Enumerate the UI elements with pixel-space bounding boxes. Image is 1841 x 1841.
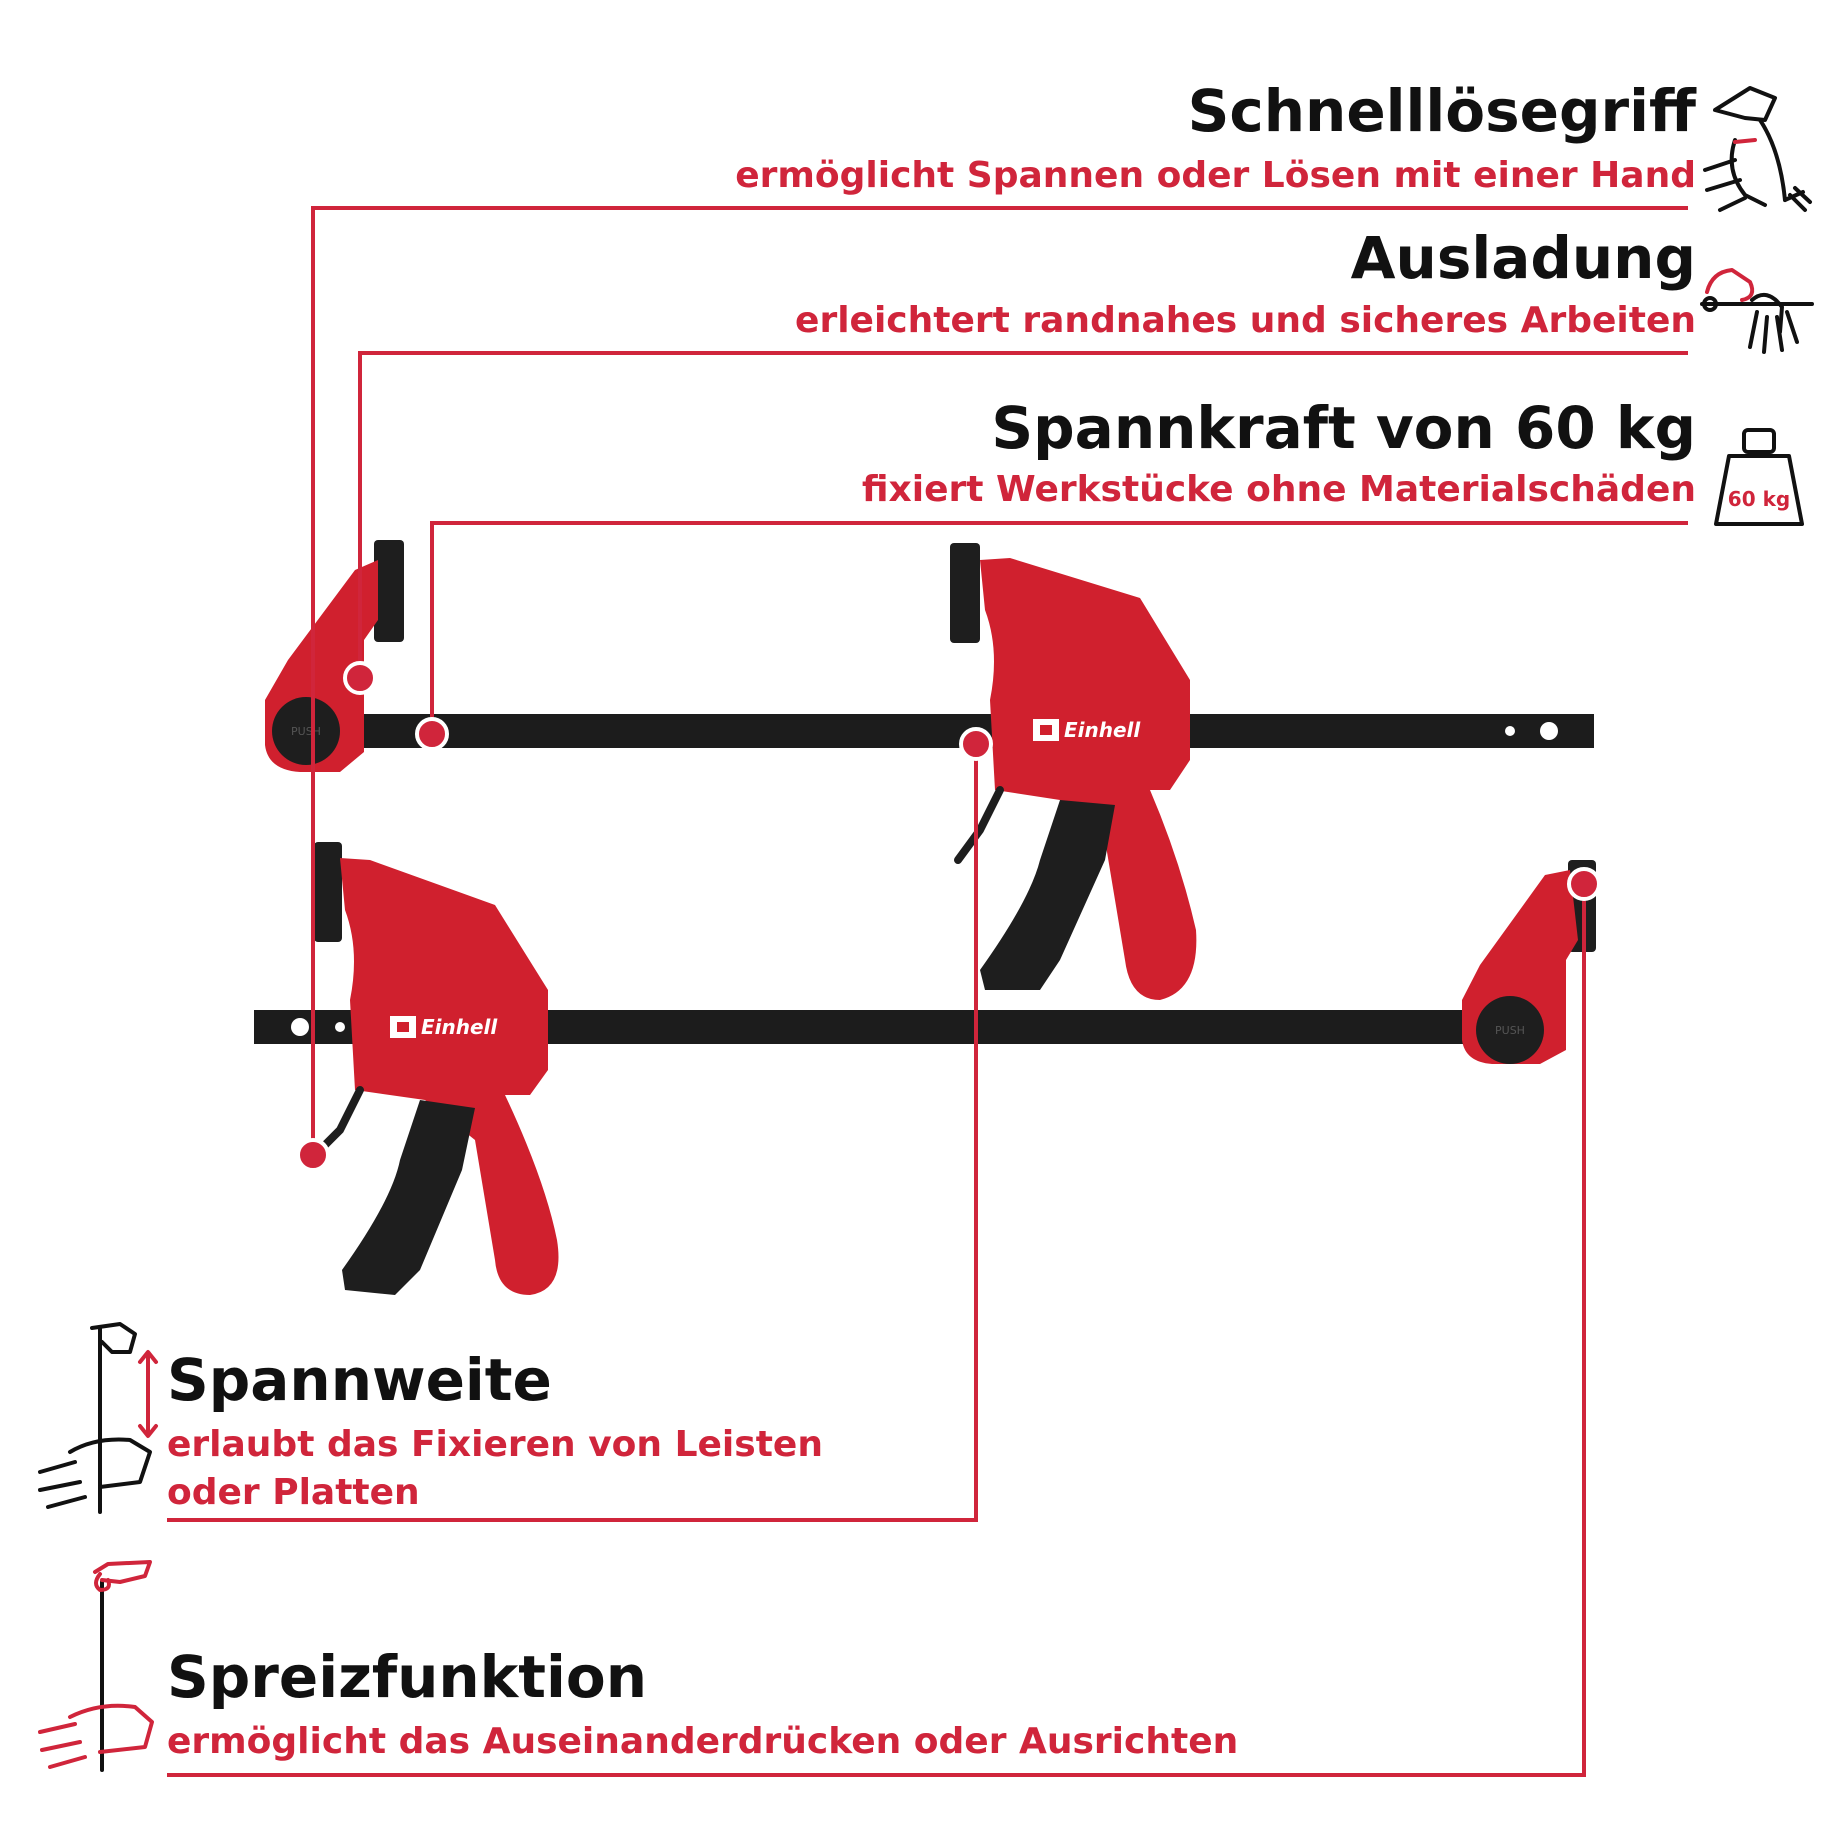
feature-subtitle: fixiert Werkstücke ohne Materialschäden [861,469,1696,510]
feature-subtitle: oder Platten [167,1472,420,1513]
brand-logo-notch [1040,725,1052,735]
hand-clamp-edge-icon [1702,270,1812,352]
bar-hole [1505,726,1515,736]
clamp-span-icon [40,1324,156,1512]
fixed-jaw-pad [374,540,404,642]
moving-jaw-pad [950,543,980,643]
push-label: PUSH [1495,1024,1525,1037]
feature-title: Spannweite [167,1346,552,1414]
callout-dot [1569,869,1599,899]
callout-dot [961,729,991,759]
feature-subtitle: erleichtert randnahes und sicheres Arbeiten [795,300,1696,341]
brand-logo-notch [397,1022,409,1032]
feature-title: Ausladung [1350,224,1696,292]
feature-title: Schnelllösegriff [1187,77,1696,145]
trigger[interactable] [980,800,1115,990]
bar-hole [335,1022,345,1032]
clamp-top-bar [300,714,1594,748]
callout-dot [298,1140,328,1170]
clamp-bottom [254,842,1596,1295]
brand-logo: Einhell [421,1015,498,1039]
brand-logo: Einhell [1064,718,1141,742]
callout-dot [417,719,447,749]
release-lever[interactable] [958,790,1000,860]
weight-icon [1716,430,1802,524]
weight-label: 60 kg [1727,487,1791,511]
feature-title: Spannkraft von 60 kg [991,394,1696,462]
trigger[interactable] [342,1100,475,1295]
clamp-spread-icon [40,1562,152,1770]
push-label: PUSH [291,725,321,738]
moving-jaw-pad [314,842,342,942]
bar-hole [291,1018,309,1036]
release-lever[interactable] [320,1090,360,1150]
callout-dot [345,663,375,693]
feature-subtitle: erlaubt das Fixieren von Leisten [167,1424,823,1465]
bar-hole [1540,722,1558,740]
feature-title: Spreizfunktion [167,1643,648,1711]
hand-grip-icon [1705,88,1810,210]
feature-subtitle: ermöglicht Spannen oder Lösen mit einer Hand [735,155,1696,196]
feature-subtitle: ermöglicht das Auseinanderdrücken oder Ausrichten [167,1721,1239,1762]
